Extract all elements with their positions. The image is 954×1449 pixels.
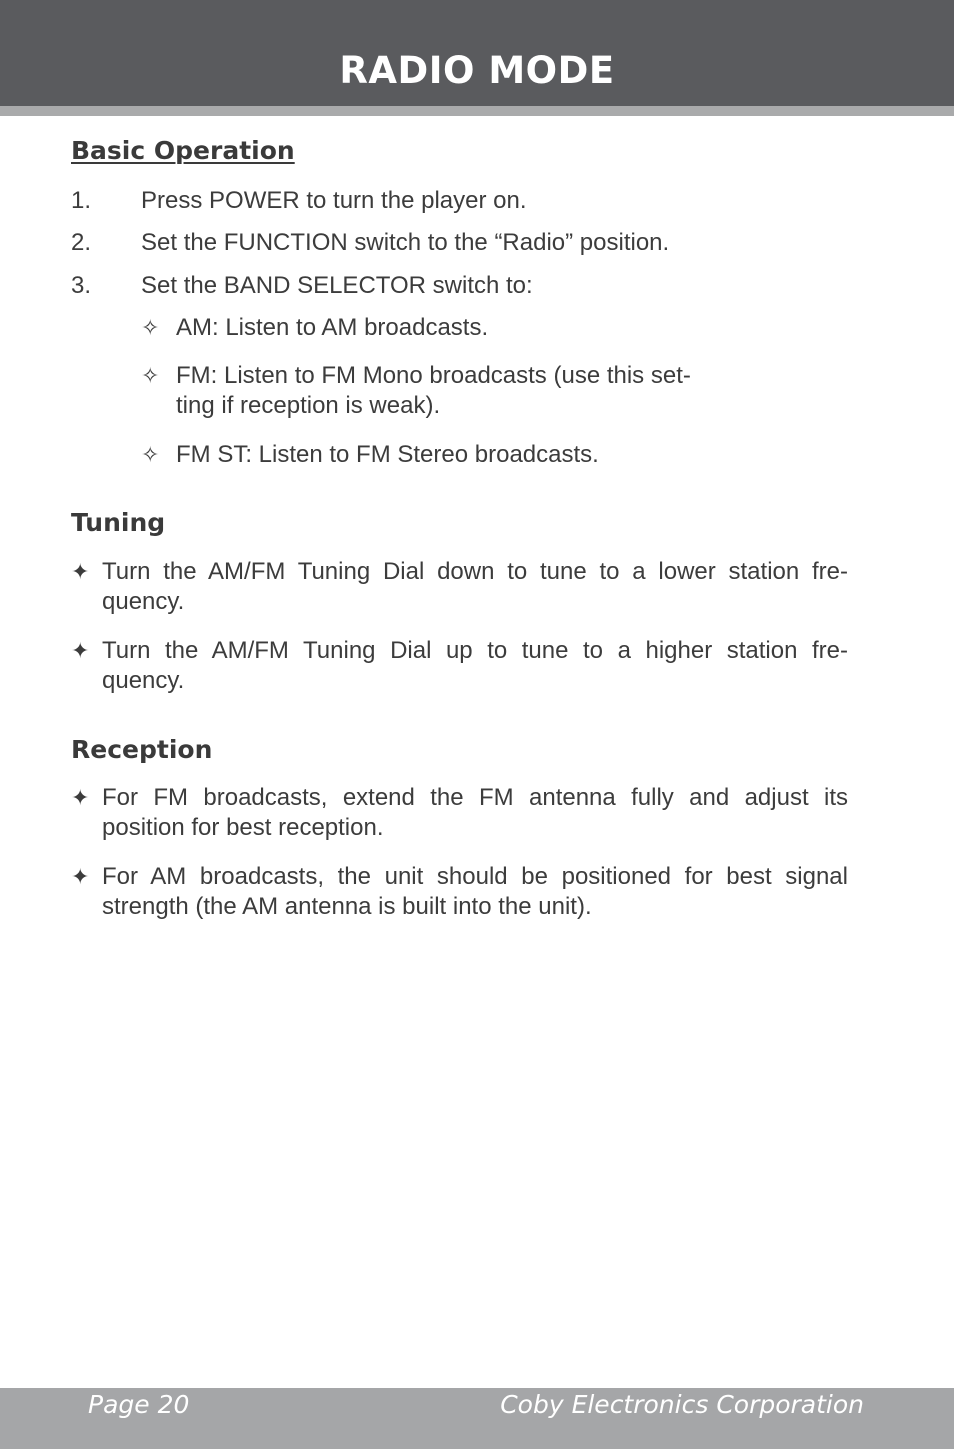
basic-operation-heading: Basic Operation	[71, 136, 295, 165]
band-option-fm	[176, 361, 746, 421]
text-line: For AM broadcasts, the unit should be positioned for best signal	[102, 863, 848, 890]
text-line: ting if reception is weak).	[176, 392, 441, 419]
band-option-am: AM: Listen to AM broadcasts.	[176, 314, 489, 341]
text-line: For FM broadcasts, extend the FM antenna fully and adjust its	[102, 784, 848, 811]
step-text: Press POWER to turn the player on.	[141, 187, 527, 214]
text-line: position for best reception.	[102, 814, 384, 841]
four-point-star-icon: ✦	[71, 785, 90, 810]
step-number: 3.	[71, 272, 92, 299]
four-point-star-icon: ✦	[71, 864, 90, 889]
text-line: Turn the AM/FM Tuning Dial down to tune to a lower station fre-	[102, 558, 848, 585]
step-text: Set the FUNCTION switch to the “Radio” position.	[141, 229, 670, 256]
tuning-item	[102, 636, 848, 696]
tuning-item	[102, 557, 848, 617]
four-point-star-icon: ✦	[71, 559, 90, 584]
band-option-fm-st: FM ST: Listen to FM Stereo broadcasts.	[176, 441, 599, 468]
company-name: Coby Electronics Corporation	[500, 1390, 864, 1419]
page-title: RADIO MODE	[339, 49, 615, 92]
text-line: quency.	[102, 667, 185, 694]
text-line: Turn the AM/FM Tuning Dial up to tune to a higher station fre-	[102, 637, 848, 664]
reception-item	[102, 783, 848, 843]
step-number: 2.	[71, 229, 92, 256]
four-point-star-outline-icon: ✧	[141, 315, 160, 340]
reception-item	[102, 862, 848, 922]
text-line: strength (the AM antenna is built into the unit).	[102, 893, 592, 920]
reception-heading: Reception	[71, 735, 213, 764]
step-number: 1.	[71, 187, 92, 214]
step-text: Set the BAND SELECTOR switch to:	[141, 272, 533, 299]
tuning-heading: Tuning	[71, 508, 166, 537]
page-number: Page 20	[88, 1390, 190, 1419]
text-line: FM: Listen to FM Mono broadcasts (use this set-	[176, 362, 691, 389]
text-line: quency.	[102, 588, 185, 615]
header-stripe	[0, 106, 954, 116]
four-point-star-icon: ✦	[71, 638, 90, 663]
four-point-star-outline-icon: ✧	[141, 442, 160, 467]
four-point-star-outline-icon: ✧	[141, 363, 160, 388]
